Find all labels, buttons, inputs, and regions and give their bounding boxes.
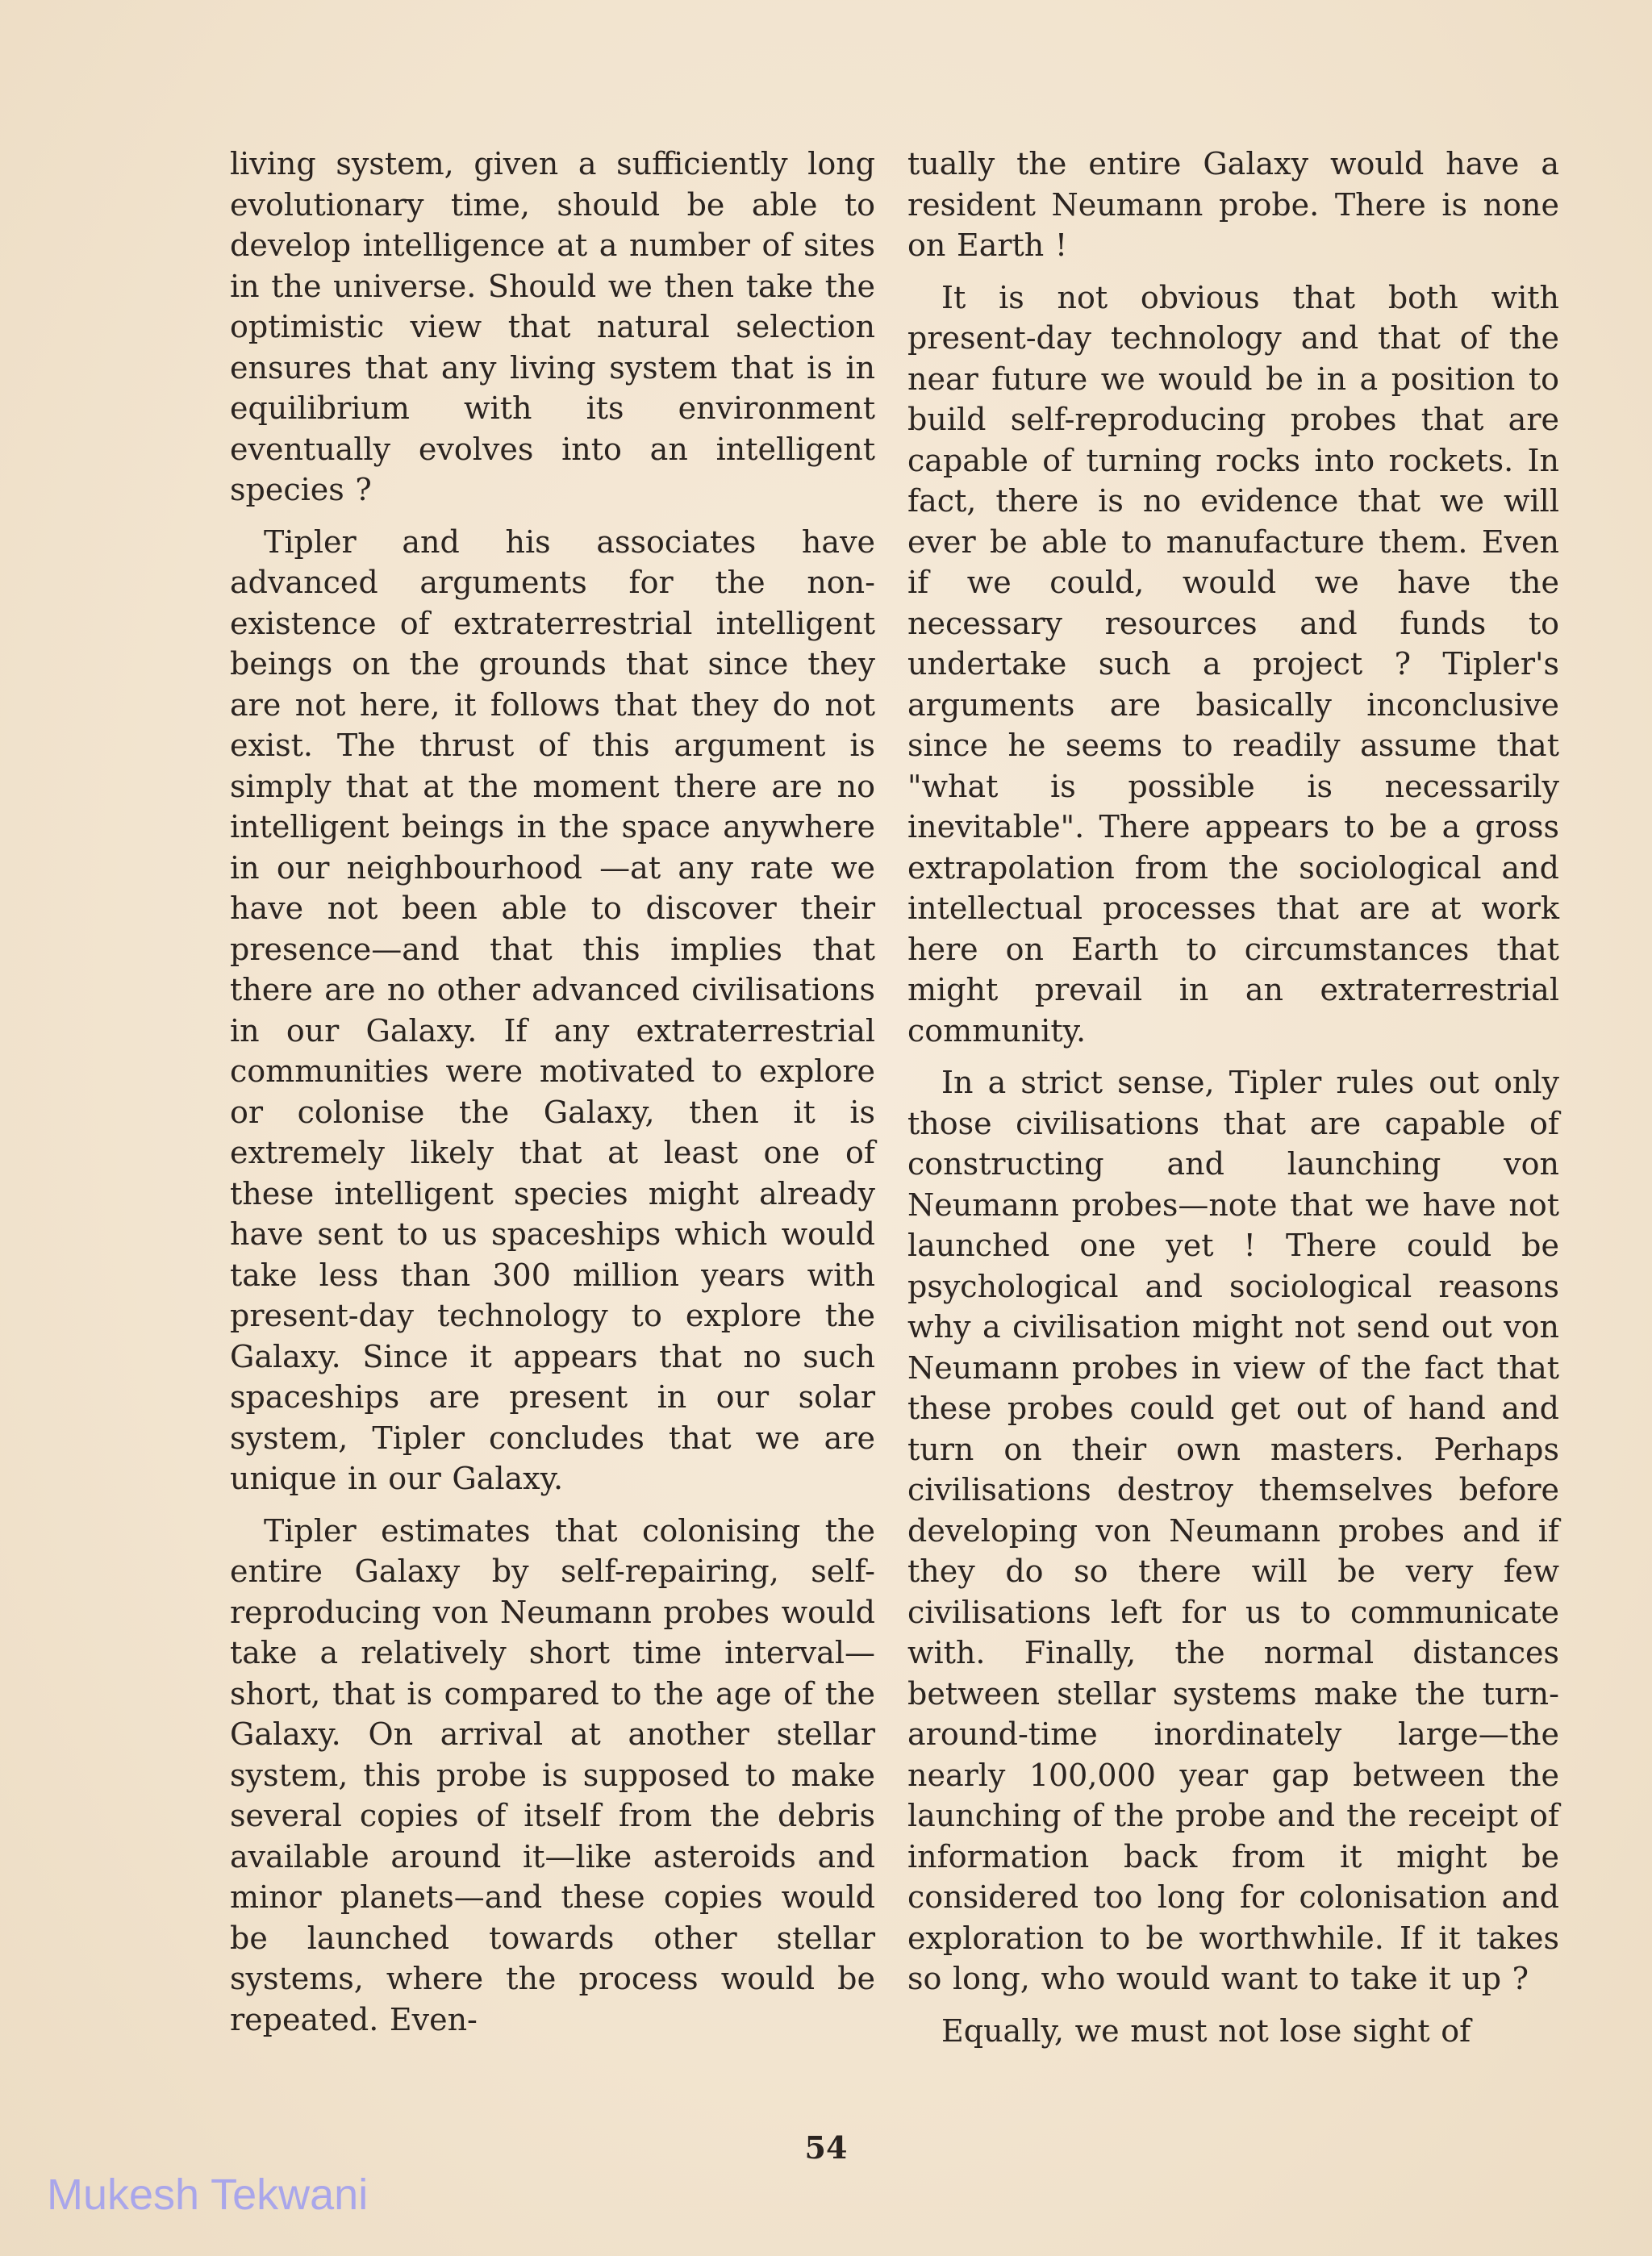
right-paragraph-2: It is not obvious that both with present-day technology and that of the near future we would be in a position to build self-reproducing probes that are capable of turning rocks into rockets. In fact, there is no evidence that we will ever be able to manufacture them. Even if we could, would we have the necessary resources and funds to undertake such a project ? Tipler's arguments are basically inconclusive since he seems to readily assume that "what is possible is necessarily inevitable". There appears to be a gross extrapolation from the sociological and intellectual processes that are at work here on Earth to circumstances that might prevail in an extraterrestrial community. (907, 279, 1559, 1049)
page-number: 54 (804, 2129, 848, 2166)
watermark-text: Mukesh Tekwani (47, 2171, 369, 2219)
left-paragraph-3: Tipler estimates that colonising the entire Galaxy by self-repairing, self-reproducing von Neumann probes would take a relatively short time interval—short, that is compared to the age of the Galaxy. On arrival at another stellar system, this probe is supposed to make several copies of itself from the debris available around it—like asteroids and minor planets—and these copies would be launched towards other stellar systems, where the process would be repeated. Even- (230, 1512, 875, 2037)
right-paragraph-4: Equally, we must not lose sight of (941, 2012, 1471, 2049)
left-column (230, 144, 875, 2051)
left-paragraph-1: living system, given a sufficiently long evolutionary time, should be able to develop intelligence at a number of sites in the universe. Should we then take the optimistic view that natural selection ensures that any living system that is in equilibrium with its environment eventually evolves into an intelligent species ? (230, 146, 875, 507)
left-paragraph-2: Tipler and his associates have advanced arguments for the non-existence of extraterrestrial intelligent beings on the grounds that since they are not here, it follows that they do not exist. The thrust of this argument is simply that at the moment there are no intelligent beings in the space anywhere in our neighbourhood —at any rate we have not been able to discover their presence—and that this implies that there are no other advanced civilisations in our Galaxy. If any extraterrestrial communities were motivated to explore or colonise the Galaxy, then it is extremely likely that at least one of these intelligent species might already have sent to us spaceships which would take less than 300 million years with present-day technology to explore the Galaxy. Since it appears that no such spaceships are present in our solar system, Tipler concludes that we are unique in our Galaxy. (230, 523, 875, 1496)
right-column (907, 144, 1559, 2062)
right-paragraph-3: In a strict sense, Tipler rules out only those civilisations that are capable of constructing and launching von Neumann probes—note that we have not launched one yet ! There could be psychological and sociological reasons why a civilisation might not send out von Neumann probes in view of the fact that these probes could get out of hand and turn on their own masters. Perhaps civilisations destroy themselves before developing von Neumann probes and if they do so there will be very few civilisations left for us to communicate with. Finally, the normal distances between stellar systems make the turn-around-time inordinately large—the nearly 100,000 year gap between the launching of the probe and the receipt of information back from it might be considered too long for colonisation and exploration to be worthwhile. If it takes so long, who would want to take it up ? (907, 1065, 1559, 1996)
right-paragraph-1: tually the entire Galaxy would have a resident Neumann probe. There is none on Earth ! (907, 146, 1559, 263)
